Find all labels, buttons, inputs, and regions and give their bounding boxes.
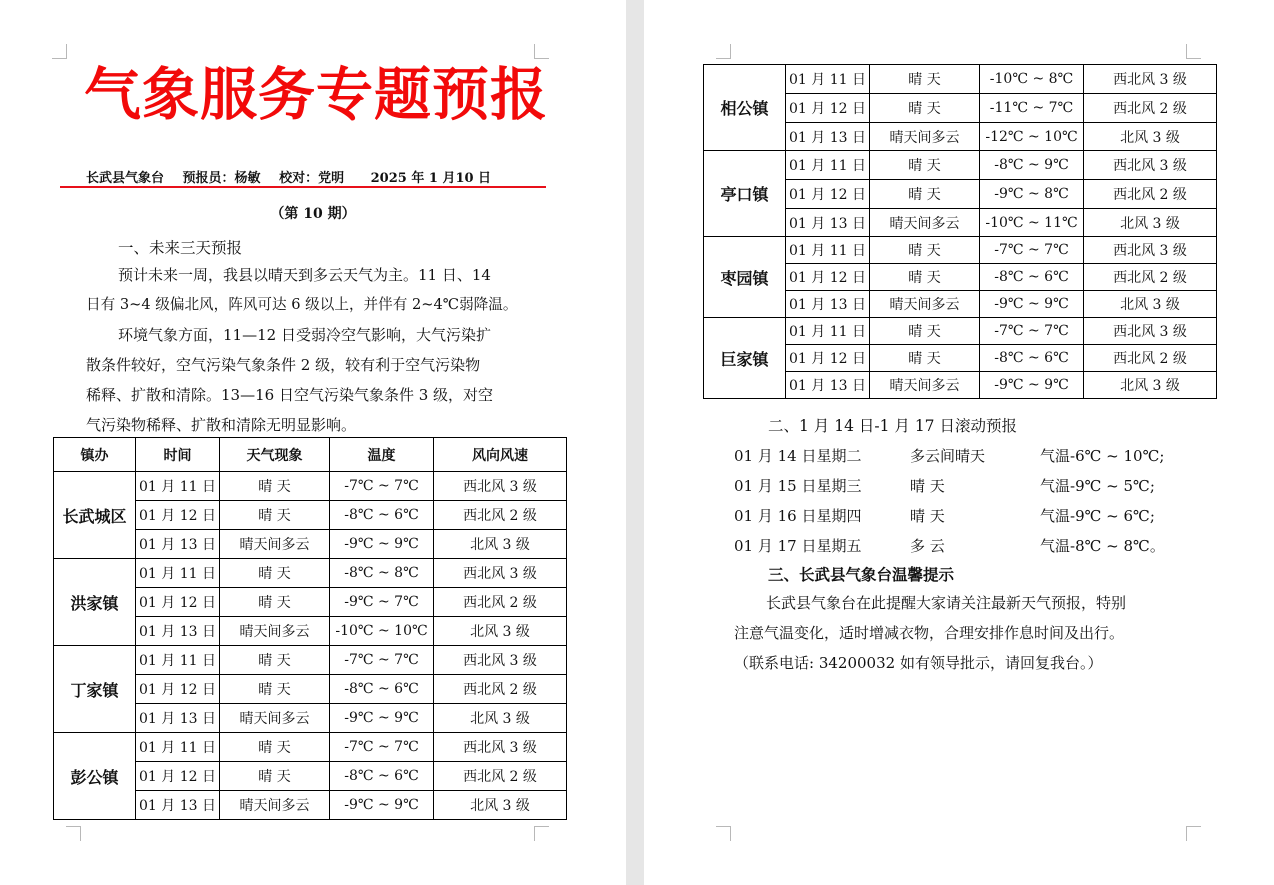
temperature-cell: -9℃ ~ 9℃: [330, 791, 434, 820]
date-cell: 01 月 12 日: [786, 264, 870, 291]
temperature-cell: -7℃ ~ 7℃: [330, 733, 434, 762]
rolling-temperature: 气温-9℃ ~ 5℃;: [1040, 477, 1155, 495]
date-cell: 01 月 11 日: [136, 646, 220, 675]
temperature-cell: -9℃ ~ 7℃: [330, 588, 434, 617]
rolling-weather: 多云间晴天: [910, 447, 986, 465]
section1-heading: 一、未来三天预报: [118, 239, 243, 257]
weather-cell: 晴 天: [220, 559, 330, 588]
byline-forecaster: 预报员：杨敏: [182, 171, 261, 186]
town-cell: 亭口镇: [704, 151, 786, 237]
date-cell: 01 月 11 日: [786, 318, 870, 345]
wind-cell: 西北风 2 级: [434, 588, 567, 617]
weather-cell: 晴 天: [870, 151, 980, 180]
weather-cell: 晴天间多云: [220, 530, 330, 559]
temperature-cell: -12℃ ~ 10℃: [980, 123, 1084, 151]
town-cell: 巨家镇: [704, 318, 786, 399]
date-cell: 01 月 12 日: [786, 180, 870, 209]
wind-cell: 北风 3 级: [434, 530, 567, 559]
temperature-cell: -8℃ ~ 9℃: [980, 151, 1084, 180]
rolling-weather: 多 云: [910, 537, 945, 555]
weather-cell: 晴 天: [220, 762, 330, 791]
wind-cell: 北风 3 级: [1084, 372, 1217, 399]
wind-cell: 北风 3 级: [1084, 291, 1217, 318]
table-row: [704, 151, 1217, 180]
header-date: 时间: [136, 438, 220, 472]
section1-body: [86, 260, 556, 440]
town-cell: 洪家镇: [54, 559, 136, 646]
crop-mark: [1186, 826, 1201, 841]
date-cell: 01 月 13 日: [136, 617, 220, 646]
weather-cell: 晴天间多云: [220, 617, 330, 646]
weather-cell: 晴 天: [870, 264, 980, 291]
date-cell: 01 月 13 日: [136, 791, 220, 820]
wind-cell: 西北风 2 级: [1084, 264, 1217, 291]
weather-cell: 晴 天: [220, 501, 330, 530]
temperature-cell: -7℃ ~ 7℃: [980, 318, 1084, 345]
wind-cell: 西北风 3 级: [1084, 237, 1217, 264]
town-cell: 枣园镇: [704, 237, 786, 318]
town-cell: 彭公镇: [54, 733, 136, 820]
date-cell: 01 月 11 日: [786, 237, 870, 264]
weather-cell: 晴 天: [870, 237, 980, 264]
rolling-weather: 晴 天: [910, 507, 945, 525]
weather-cell: 晴天间多云: [870, 372, 980, 399]
byline-date: 2025 年 1 月10 日: [370, 171, 492, 186]
temperature-cell: -8℃ ~ 6℃: [330, 501, 434, 530]
crop-mark: [716, 826, 731, 841]
wind-cell: 西北风 2 级: [1084, 94, 1217, 123]
table-header-row: [54, 438, 567, 472]
document-title: 气象服务专题预报: [84, 61, 548, 128]
weather-cell: 晴 天: [220, 675, 330, 704]
town-cell: 相公镇: [704, 65, 786, 151]
paragraph-line: 日有 3~4 级偏北风，阵风可达 6 级以上，并伴有 2~4℃弱降温。: [86, 296, 518, 313]
byline: [86, 167, 505, 186]
town-cell: 长武城区: [54, 472, 136, 559]
table-row: [704, 318, 1217, 345]
weather-cell: 晴 天: [870, 94, 980, 123]
issue-number: （第 10 期）: [270, 206, 356, 222]
table-row: [704, 65, 1217, 94]
wind-cell: 西北风 2 级: [1084, 180, 1217, 209]
temperature-cell: -8℃ ~ 6℃: [330, 675, 434, 704]
wind-cell: 北风 3 级: [434, 791, 567, 820]
weather-cell: 晴天间多云: [220, 791, 330, 820]
date-cell: 01 月 11 日: [136, 472, 220, 501]
weather-cell: 晴天间多云: [870, 209, 980, 237]
crop-mark: [66, 826, 81, 841]
rolling-temperature: 气温-9℃ ~ 6℃;: [1040, 507, 1155, 525]
weather-cell: 晴 天: [220, 733, 330, 762]
section2-heading: 二、1 月 14 日-1 月 17 日滚动预报: [768, 417, 1017, 435]
header-weather: 天气现象: [220, 438, 330, 472]
date-cell: 01 月 12 日: [136, 675, 220, 704]
rolling-date: 01 月 14 日星期二: [734, 447, 862, 465]
wind-cell: 西北风 3 级: [1084, 318, 1217, 345]
temperature-cell: -7℃ ~ 7℃: [980, 237, 1084, 264]
wind-cell: 北风 3 级: [434, 617, 567, 646]
crop-mark: [716, 44, 731, 59]
section3-heading: 三、长武县气象台温馨提示: [768, 565, 955, 584]
wind-cell: 西北风 2 级: [434, 501, 567, 530]
byline-org: 长武县气象台: [86, 171, 165, 186]
forecast-table-right: [703, 64, 1217, 399]
date-cell: 01 月 13 日: [786, 291, 870, 318]
wind-cell: 西北风 3 级: [1084, 65, 1217, 94]
temperature-cell: -9℃ ~ 9℃: [980, 291, 1084, 318]
table-row: [54, 646, 567, 675]
weather-cell: 晴 天: [220, 646, 330, 675]
crop-mark: [534, 826, 549, 841]
weather-cell: 晴 天: [870, 180, 980, 209]
town-cell: 丁家镇: [54, 646, 136, 733]
temperature-cell: -8℃ ~ 8℃: [330, 559, 434, 588]
weather-cell: 晴天间多云: [220, 704, 330, 733]
date-cell: 01 月 12 日: [786, 94, 870, 123]
date-cell: 01 月 11 日: [786, 151, 870, 180]
table-row: [54, 472, 567, 501]
date-cell: 01 月 13 日: [136, 704, 220, 733]
wind-cell: 西北风 2 级: [1084, 345, 1217, 372]
crop-mark: [1186, 44, 1201, 59]
paragraph-line: （联系电话: 34200032 如有领导批示，请回复我台。）: [734, 654, 1103, 672]
temperature-cell: -9℃ ~ 9℃: [980, 372, 1084, 399]
date-cell: 01 月 13 日: [136, 530, 220, 559]
paragraph-line: 气污染物稀释、扩散和清除无明显影响。: [86, 416, 357, 434]
date-cell: 01 月 13 日: [786, 209, 870, 237]
temperature-cell: -10℃ ~ 10℃: [330, 617, 434, 646]
temperature-cell: -8℃ ~ 6℃: [980, 264, 1084, 291]
temperature-cell: -10℃ ~ 11℃: [980, 209, 1084, 237]
wind-cell: 西北风 3 级: [434, 559, 567, 588]
header-temperature: 温度: [330, 438, 434, 472]
weather-cell: 晴天间多云: [870, 123, 980, 151]
wind-cell: 北风 3 级: [1084, 123, 1217, 151]
weather-cell: 晴 天: [220, 588, 330, 617]
rolling-temperature: 气温-6℃ ~ 10℃;: [1040, 447, 1165, 465]
wind-cell: 西北风 3 级: [434, 472, 567, 501]
wind-cell: 西北风 3 级: [1084, 151, 1217, 180]
temperature-cell: -9℃ ~ 8℃: [980, 180, 1084, 209]
header-town: 镇办: [54, 438, 136, 472]
wind-cell: 西北风 2 级: [434, 762, 567, 791]
wind-cell: 北风 3 级: [1084, 209, 1217, 237]
temperature-cell: -10℃ ~ 8℃: [980, 65, 1084, 94]
date-cell: 01 月 13 日: [786, 123, 870, 151]
rolling-date: 01 月 15 日星期三: [734, 477, 862, 495]
title-divider: [60, 186, 546, 188]
forecast-table-left: [53, 437, 567, 820]
crop-mark: [52, 44, 67, 59]
document-page-left: [0, 0, 626, 885]
paragraph-line: 长武县气象台在此提醒大家请关注最新天气预报，特别: [766, 594, 1127, 612]
weather-cell: 晴 天: [870, 318, 980, 345]
wind-cell: 北风 3 级: [434, 704, 567, 733]
date-cell: 01 月 13 日: [786, 372, 870, 399]
rolling-date: 01 月 16 日星期四: [734, 507, 862, 525]
temperature-cell: -8℃ ~ 6℃: [980, 345, 1084, 372]
section3-body: [734, 588, 1194, 678]
wind-cell: 西北风 2 级: [434, 675, 567, 704]
rolling-weather: 晴 天: [910, 477, 945, 495]
date-cell: 01 月 11 日: [786, 65, 870, 94]
weather-cell: 晴 天: [870, 345, 980, 372]
temperature-cell: -8℃ ~ 6℃: [330, 762, 434, 791]
header-wind: 风向风速: [434, 438, 567, 472]
paragraph-line: 稀释、扩散和清除。13—16 日空气污染气象条件 3 级，对空: [86, 386, 494, 404]
temperature-cell: -11℃ ~ 7℃: [980, 94, 1084, 123]
date-cell: 01 月 11 日: [136, 733, 220, 762]
weather-cell: 晴天间多云: [870, 291, 980, 318]
paragraph-line: 预计未来一周，我县以晴天到多云天气为主。11 日、14: [118, 266, 491, 284]
rolling-date: 01 月 17 日星期五: [734, 537, 862, 555]
paragraph-line: 散条件较好，空气污染气象条件 2 级，较有利于空气污染物: [86, 356, 481, 374]
table-row: [704, 237, 1217, 264]
rolling-temperature: 气温-8℃ ~ 8℃。: [1040, 537, 1165, 555]
weather-cell: 晴 天: [220, 472, 330, 501]
table-row: [54, 559, 567, 588]
date-cell: 01 月 11 日: [136, 559, 220, 588]
paragraph-line: 环境气象方面，11—12 日受弱冷空气影响，大气污染扩: [118, 326, 491, 344]
temperature-cell: -7℃ ~ 7℃: [330, 472, 434, 501]
wind-cell: 西北风 3 级: [434, 733, 567, 762]
weather-cell: 晴 天: [870, 65, 980, 94]
date-cell: 01 月 12 日: [136, 762, 220, 791]
paragraph-line: 注意气温变化，适时增减衣物，合理安排作息时间及出行。: [734, 624, 1125, 642]
temperature-cell: -9℃ ~ 9℃: [330, 704, 434, 733]
date-cell: 01 月 12 日: [786, 345, 870, 372]
date-cell: 01 月 12 日: [136, 588, 220, 617]
wind-cell: 西北风 3 级: [434, 646, 567, 675]
table-row: [54, 733, 567, 762]
temperature-cell: -9℃ ~ 9℃: [330, 530, 434, 559]
temperature-cell: -7℃ ~ 7℃: [330, 646, 434, 675]
date-cell: 01 月 12 日: [136, 501, 220, 530]
byline-proofreader: 校对：党明: [279, 171, 345, 186]
